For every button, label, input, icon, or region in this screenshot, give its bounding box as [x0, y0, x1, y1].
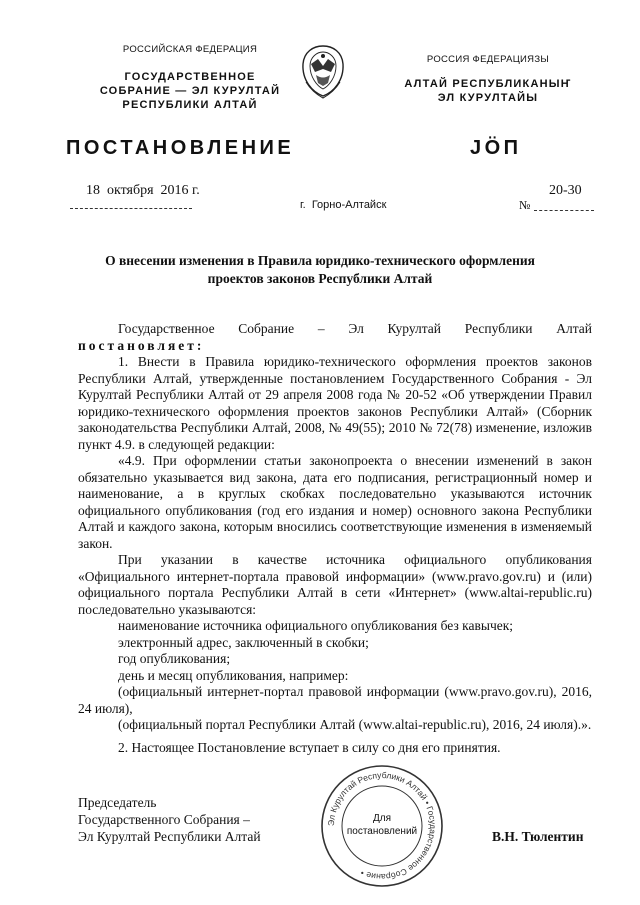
doc-number: 20-30 [549, 183, 582, 198]
header-right-org [378, 77, 598, 105]
stamp-center-line: постановлений [346, 826, 418, 837]
number-label: № [519, 198, 531, 212]
coat-of-arms-icon [298, 42, 348, 100]
title-line: О внесении изменения в Правила юридико-технического оформления [105, 253, 535, 268]
resolves-text: постановляет: [78, 337, 205, 353]
list-item: день и месяц опубликования, например: [118, 667, 349, 683]
doc-city: г. Горно-Алтайск [300, 199, 387, 211]
header-left-org-line: РЕСПУБЛИКИ АЛТАЙ [122, 99, 258, 111]
resolves-label [78, 338, 592, 355]
date-underline [70, 208, 192, 209]
signatory-line: Государственного Собрания – [78, 812, 250, 827]
list-item: год опубликования; [118, 651, 231, 666]
document-body [78, 321, 592, 756]
paragraph-4: 2. Настоящее Постановление вступает в силу со дня его принятия. [118, 739, 501, 755]
title-line: проектов законов Республики Алтай [207, 271, 433, 286]
stamp-center-line: Для [372, 813, 392, 824]
list-item: электронный адрес, заключенный в скобки; [118, 634, 369, 650]
stamp-ring-text: Эл Курултай Республики Алтай • Государственное Собрание • [325, 769, 439, 883]
paragraph-1: 1. Внести в Правила юридико-технического оформления проектов законов Республики Алтай, утвержденные постановлением Государственного Собрания - Эл Курултай Республики Алтай от 29 апреля 2008 года № 20-52 «Об утверждении Правил юридико-технического оформления проектов законов Республики Алтай» (Сборник законодательства Республики Алтай, 2008, № 49(55); 2010 № 72(78) изменение, изложив пункт 4.9. в следующей редакции: [78, 354, 592, 452]
example-1: (официальный интернет-портал правовой информации (www.pravo.gov.ru), 2016, 24 июля), [78, 684, 592, 716]
example-2: (официальный портал Республики Алтай (www.altai-republic.ru), 2016, 24 июля).». [118, 717, 592, 732]
header-left-org-line: ГОСУДАРСТВЕННОЕ [124, 71, 256, 83]
header-left-country: РОССИЙСКАЯ ФЕДЕРАЦИЯ [122, 44, 258, 55]
number-underline [534, 210, 594, 211]
signatory-name: В.Н. Тюлентин [492, 829, 584, 844]
paragraph-3: При указании в качестве источника официального опубликования «Официального интернет-портала правовой информации» (www.pravo.gov.ru) и (или) официального портала Республики Алтай в сети «Интернет» (www.altai-republic.ru) последовательно указываются: [78, 552, 592, 617]
document-title [50, 252, 590, 288]
header-right-org-line: АЛТАЙ РЕСПУБЛИКАНЫҤ [404, 78, 572, 90]
stamp-center-text [318, 812, 446, 838]
header-right-org-line: ЭЛ КУРУЛТАЙЫ [437, 92, 539, 104]
header-left-org-line: СОБРАНИЕ — ЭЛ КУРУЛТАЙ [99, 85, 281, 97]
doc-date: 18 октября 2016 г. [86, 183, 200, 198]
signatory-line: Председатель [78, 795, 157, 810]
intro-line: Государственное Собрание – Эл Курултай Республики Алтай [118, 321, 592, 336]
paragraph-2: «4.9. При оформлении статьи законопроекта о внесении изменений в закон обязательно указывается вид закона, дата его подписания, регистрационный номер и наименование, а в круглых скобках последовательно указываются источник официального опубликования (год его издания и номер) основного закона Республики Алтай и каждого закона, которым вносились соответствующие изменения в изменяемый закон. [78, 453, 592, 551]
header-right-country: РОССИЯ ФЕДЕРАЦИЯЗЫ [426, 54, 550, 65]
signatory-title [78, 794, 261, 845]
list-item: наименование источника официального опубликования без кавычек; [118, 618, 514, 633]
signatory-line: Эл Курултай Республики Алтай [78, 829, 261, 844]
header-left-org [60, 70, 320, 112]
doc-type-ru: ПОСТАНОВЛЕНИЕ [66, 137, 295, 159]
official-stamp [318, 762, 446, 890]
doc-type-alt: JÖП [470, 137, 522, 159]
